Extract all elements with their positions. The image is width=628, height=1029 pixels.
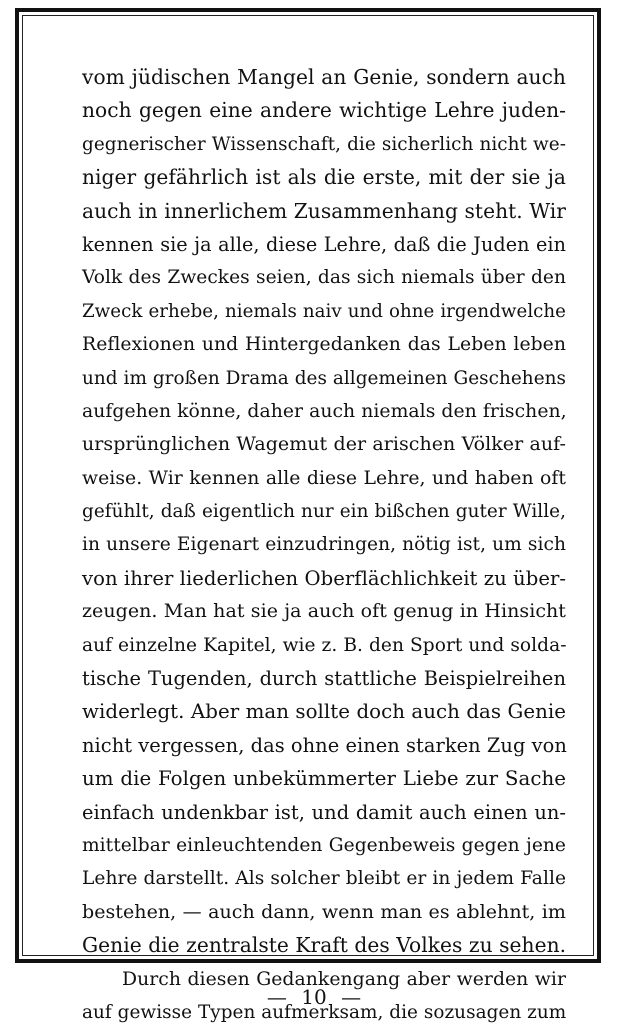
text-line: Volk des Zweckes seien, das sich niemals über den: [82, 267, 566, 289]
text-line: um die Folgen unbekümmerter Liebe zur Sache: [82, 767, 566, 791]
text-line: gefühlt, daß eigentlich nur ein bißchen guter Wille,: [82, 501, 566, 523]
text-line: Reflexionen und Hintergedanken das Leben leben: [82, 334, 566, 356]
text-line: gegnerischer Wissenschaft, die sicherlich nicht we-: [82, 133, 566, 155]
text-line: auch in innerlichem Zusammenhang steht. Wir: [82, 198, 566, 223]
text-line: einfach undenkbar ist, und damit auch einen un-: [82, 800, 566, 824]
text-line: auf gewisse Typen aufmerksam, die sozusagen zum: [82, 1001, 567, 1023]
text-line: zeugen. Man hat sie ja auch oft genug in Hinsicht: [82, 600, 566, 623]
text-line: nicht vergessen, das ohne einen starken Zug von: [82, 733, 567, 757]
text-line: mittelbar einleuchtenden Gegenbeweis gegen jene: [82, 834, 566, 856]
text-line: in unsere Eigenart einzudringen, nötig ist, um sich: [82, 534, 566, 556]
text-line: tische Tugenden, durch stattliche Beispielreihen: [82, 667, 566, 691]
text-line: Lehre darstellt. Als solcher bleibt er in jedem Falle: [82, 868, 566, 890]
page-number: — 10 —: [266, 985, 362, 1009]
text-line: Zweck erhebe, niemals naiv und ohne irgendwelche: [82, 300, 566, 322]
text-line: Genie die zentralste Kraft des Volkes zu sehen.: [82, 933, 567, 958]
text-line: widerlegt. Aber man sollte doch auch das Genie: [82, 700, 566, 724]
text-line: von ihrer liederlichen Oberflächlichkeit zu über-: [82, 566, 567, 590]
body-text: [82, 61, 566, 1029]
text-line: kennen sie ja alle, diese Lehre, daß die Juden ein: [82, 232, 566, 256]
text-line: aufgehen könne, daher auch niemals den frischen,: [82, 400, 567, 422]
text-line: ursprünglichen Wagemut der arischen Völker auf-: [82, 433, 566, 456]
text-line: niger gefährlich ist als die erste, mit der sie ja: [82, 165, 566, 190]
text-line: auf einzelne Kapitel, wie z. B. den Sport und solda-: [82, 634, 567, 656]
text-line: vom jüdischen Mangel an Genie, sondern auch: [82, 65, 566, 89]
text-line: und im großen Drama des allgemeinen Geschehens: [82, 367, 567, 389]
text-line: weise. Wir kennen alle diese Lehre, und haben oft: [82, 467, 566, 489]
text-line: noch gegen eine andere wichtige Lehre juden-: [82, 98, 566, 123]
paragraph-start-line: Durch diesen Gedankengang aber werden wir: [122, 968, 566, 990]
text-line: bestehen, — auch dann, wenn man es ablehnt, im: [82, 900, 566, 923]
